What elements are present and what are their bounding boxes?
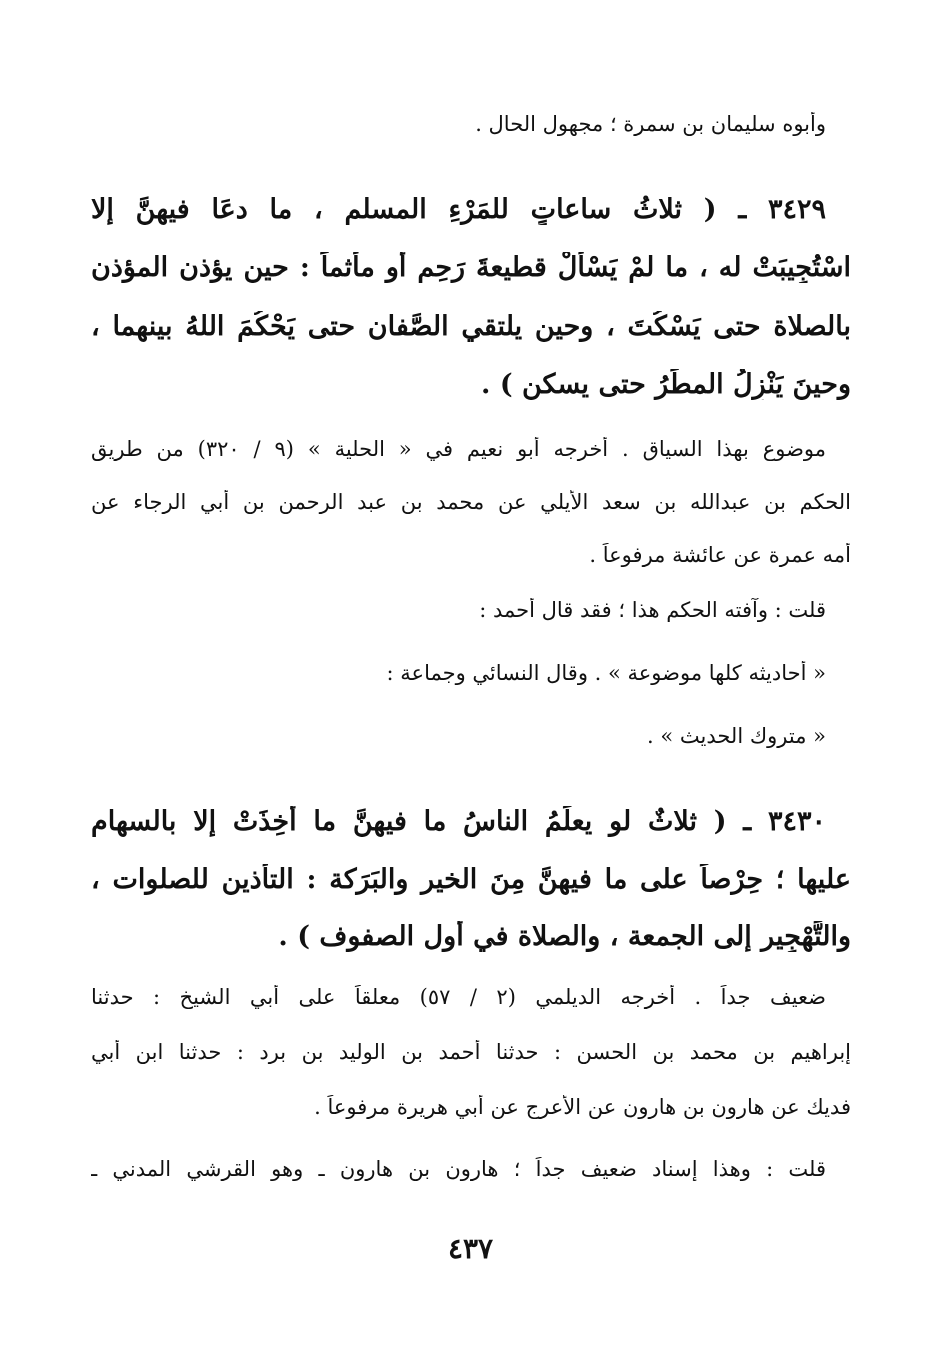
hadith-3430-line: عليها ؛ حِرْصاً على ما فيهنَّ مِنَ الخير والبَرَكة : التأذين للصلوات ، xyxy=(91,864,851,895)
hadith-3430-line: والتَّهْجِير إلى الجمعة ، والصلاة في أول الصفوف ) . xyxy=(278,921,851,952)
commentary-line: قلت : وهذا إسناد ضعيف جداً ؛ هارون بن هارون ـ وهو القرشي المدني ـ xyxy=(91,1157,826,1181)
hadith-3429-line: ٣٤٢٩ ـ ( ثلاثُ ساعاتٍ للمَرْءِ المسلم ، ما دعَا فيهنَّ إلا xyxy=(91,194,826,225)
commentary-line: فديك عن هارون بن هارون عن الأعرج عن أبي هريرة مرفوعاً . xyxy=(314,1095,851,1119)
hadith-3430-line: ٣٤٣٠ ـ ( ثلاثٌ لو يعلَمُ الناسُ ما فيهنَّ ما أُخِذَتْ إلا بالسهام xyxy=(91,806,826,837)
commentary-line: « متروك الحديث » . xyxy=(647,724,826,748)
page-number: ٤٣٧ xyxy=(447,1232,494,1265)
commentary-line: موضوع بهذا السياق . أخرجه أبو نعيم في « الحلية » (٩ / ٣٢٠) من طريق xyxy=(91,437,826,461)
commentary-line: إبراهيم بن محمد بن الحسن : حدثنا أحمد بن الوليد بن برد : حدثنا ابن أبي xyxy=(91,1040,851,1064)
commentary-line: ضعيف جداً . أخرجه الديلمي (٢ / ٥٧) معلقاً على أبي الشيخ : حدثنا xyxy=(91,985,826,1009)
commentary-line: قلت : وآفته الحكم هذا ؛ فقد قال أحمد : xyxy=(479,598,826,622)
commentary-line: أمه عمرة عن عائشة مرفوعاً . xyxy=(589,543,851,567)
commentary-line: الحكم بن عبدالله بن سعد الأيلي عن محمد بن عبد الرحمن بن أبي الرجاء عن xyxy=(91,490,851,514)
text-line: وأبوه سليمان بن سمرة ؛ مجهول الحال . xyxy=(475,112,826,136)
hadith-3429-line: وحينَ يَنْزِلُ المطَرُ حتى يسكن ) . xyxy=(481,369,851,400)
hadith-3429-line: بالصلاة حتى يَسْكُتَ ، وحين يلتقي الصَّفان حتى يَحْكُمَ اللهُ بينهما ، xyxy=(91,311,851,342)
hadith-3429-line: اسْتُجِيبَتْ له ، ما لمْ يَسْألْ قطيعةَ رَحِمٍ أو مأثماً : حين يؤذن المؤذن xyxy=(91,252,851,283)
commentary-line: « أحاديثه كلها موضوعة » . وقال النسائي وجماعة : xyxy=(386,661,826,685)
